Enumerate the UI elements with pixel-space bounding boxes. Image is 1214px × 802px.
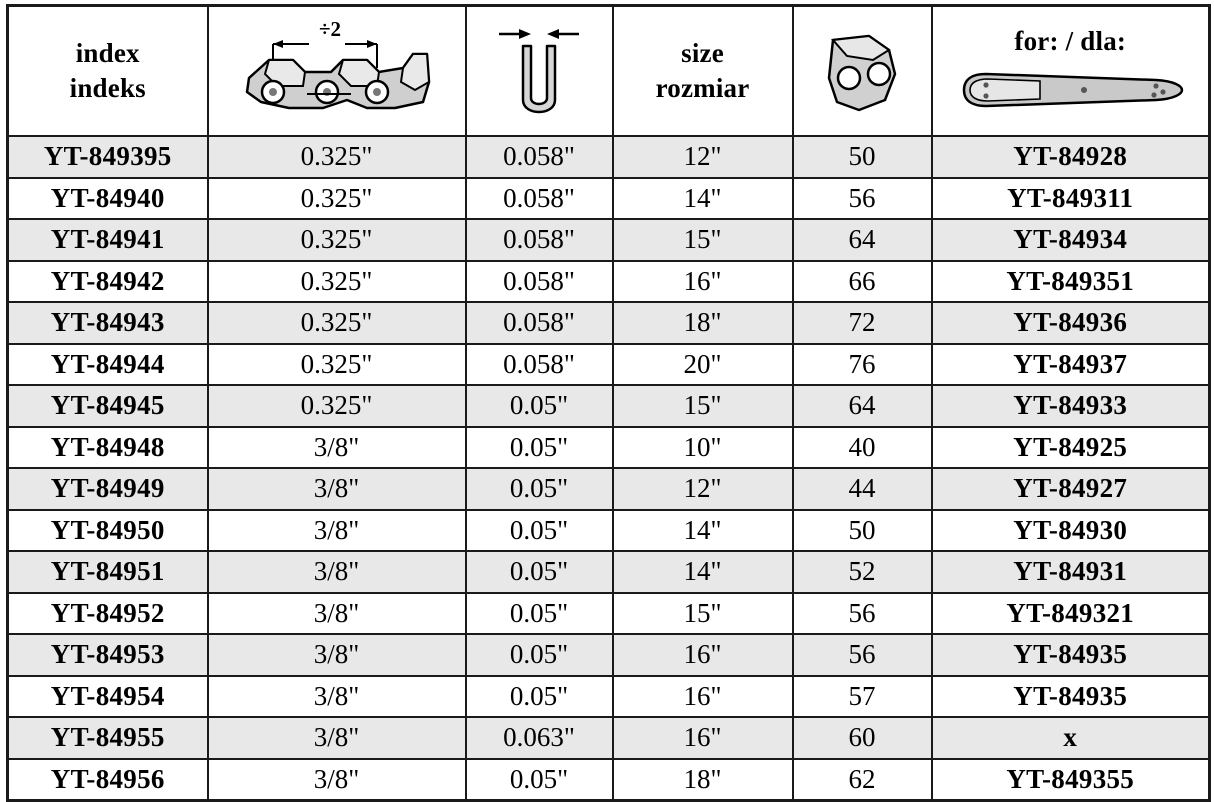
cell-pitch: 0.325" — [208, 178, 466, 220]
cell-pitch: 3/8" — [208, 759, 466, 801]
gauge-groove-diagram-icon — [467, 9, 612, 133]
cell-gauge: 0.063" — [466, 717, 613, 759]
cell-links: 64 — [793, 385, 932, 427]
cell-links: 72 — [793, 302, 932, 344]
cell-links: 66 — [793, 261, 932, 303]
table-row — [8, 427, 1210, 469]
cell-size: 14" — [613, 178, 793, 220]
cell-links: 44 — [793, 468, 932, 510]
cell-gauge: 0.05" — [466, 634, 613, 676]
table-row — [8, 178, 1210, 220]
table-row — [8, 344, 1210, 386]
cell-size: 16" — [613, 261, 793, 303]
cell-links: 62 — [793, 759, 932, 801]
chainsaw-chain-spec-table — [6, 4, 1211, 802]
table-row — [8, 634, 1210, 676]
cell-for: YT-84927 — [932, 468, 1210, 510]
table-row — [8, 759, 1210, 801]
cell-gauge: 0.058" — [466, 136, 613, 178]
cell-size: 16" — [613, 676, 793, 718]
cell-index: YT-84944 — [8, 344, 208, 386]
cell-size: 18" — [613, 302, 793, 344]
cell-links: 60 — [793, 717, 932, 759]
cell-index: YT-84943 — [8, 302, 208, 344]
table-row — [8, 593, 1210, 635]
cell-size: 18" — [613, 759, 793, 801]
cell-gauge: 0.05" — [466, 468, 613, 510]
cell-index: YT-84953 — [8, 634, 208, 676]
cell-gauge: 0.05" — [466, 510, 613, 552]
cell-links: 76 — [793, 344, 932, 386]
cell-size: 15" — [613, 385, 793, 427]
chain-pitch-diagram-icon — [209, 9, 465, 133]
cell-index: YT-84948 — [8, 427, 208, 469]
cell-index: YT-84950 — [8, 510, 208, 552]
guide-bar-icon — [933, 62, 1209, 118]
cell-for: YT-84935 — [932, 676, 1210, 718]
cell-index: YT-84949 — [8, 468, 208, 510]
cell-size: 12" — [613, 136, 793, 178]
column-header-index — [8, 6, 208, 137]
cell-index: YT-84954 — [8, 676, 208, 718]
cell-for: YT-84937 — [932, 344, 1210, 386]
cell-for: YT-84931 — [932, 551, 1210, 593]
cell-size: 20" — [613, 344, 793, 386]
cell-index: YT-84955 — [8, 717, 208, 759]
column-header-size-line2: rozmiar — [655, 73, 750, 103]
cell-for: YT-84930 — [932, 510, 1210, 552]
cell-pitch: 0.325" — [208, 261, 466, 303]
table-header-row — [8, 6, 1210, 137]
cell-pitch: 3/8" — [208, 634, 466, 676]
column-header-pitch — [208, 6, 466, 137]
cell-pitch: 3/8" — [208, 427, 466, 469]
cell-size: 12" — [613, 468, 793, 510]
cell-for: x — [932, 717, 1210, 759]
cell-size: 10" — [613, 427, 793, 469]
cell-size: 15" — [613, 219, 793, 261]
cell-links: 57 — [793, 676, 932, 718]
column-header-drive-links — [793, 6, 932, 137]
cell-for: YT-849351 — [932, 261, 1210, 303]
cell-pitch: 0.325" — [208, 136, 466, 178]
cell-pitch: 0.325" — [208, 385, 466, 427]
cell-for: YT-849311 — [932, 178, 1210, 220]
cell-gauge: 0.058" — [466, 219, 613, 261]
cell-gauge: 0.05" — [466, 551, 613, 593]
table-row — [8, 551, 1210, 593]
cell-links: 56 — [793, 634, 932, 676]
column-header-size — [613, 6, 793, 137]
cell-size: 14" — [613, 510, 793, 552]
cell-size: 16" — [613, 717, 793, 759]
cell-index: YT-84951 — [8, 551, 208, 593]
table-row — [8, 385, 1210, 427]
cell-for: YT-849321 — [932, 593, 1210, 635]
cell-gauge: 0.05" — [466, 385, 613, 427]
cell-for: YT-84935 — [932, 634, 1210, 676]
cell-gauge: 0.05" — [466, 427, 613, 469]
table-body — [8, 136, 1210, 800]
cell-index: YT-84942 — [8, 261, 208, 303]
cell-size: 16" — [613, 634, 793, 676]
cell-gauge: 0.058" — [466, 344, 613, 386]
column-header-for — [932, 6, 1210, 137]
column-header-gauge — [466, 6, 613, 137]
cell-gauge: 0.05" — [466, 759, 613, 801]
cell-pitch: 3/8" — [208, 593, 466, 635]
column-header-index-line1: index — [75, 38, 140, 69]
cell-links: 56 — [793, 593, 932, 635]
table-row — [8, 468, 1210, 510]
cell-pitch: 3/8" — [208, 510, 466, 552]
cell-pitch: 3/8" — [208, 468, 466, 510]
table-row — [8, 219, 1210, 261]
column-header-index-line2: indeks — [69, 73, 146, 103]
cell-pitch: 0.325" — [208, 219, 466, 261]
cell-links: 56 — [793, 178, 932, 220]
cell-gauge: 0.05" — [466, 676, 613, 718]
cell-index: YT-84956 — [8, 759, 208, 801]
cell-size: 14" — [613, 551, 793, 593]
table-row — [8, 302, 1210, 344]
table-row — [8, 717, 1210, 759]
cell-pitch: 3/8" — [208, 551, 466, 593]
cell-index: YT-849395 — [8, 136, 208, 178]
cell-links: 40 — [793, 427, 932, 469]
cell-index: YT-84945 — [8, 385, 208, 427]
cell-links: 50 — [793, 136, 932, 178]
cell-links: 50 — [793, 510, 932, 552]
column-header-size-line1: size — [681, 38, 724, 69]
cell-pitch: 0.325" — [208, 344, 466, 386]
cell-index: YT-84940 — [8, 178, 208, 220]
cell-for: YT-849355 — [932, 759, 1210, 801]
table-row — [8, 136, 1210, 178]
table-row — [8, 510, 1210, 552]
column-header-for-label: for: / dla: — [1014, 25, 1127, 56]
cell-for: YT-84933 — [932, 385, 1210, 427]
table-header — [8, 6, 1210, 137]
cell-gauge: 0.058" — [466, 302, 613, 344]
cell-pitch: 0.325" — [208, 302, 466, 344]
table-row — [8, 261, 1210, 303]
cell-index: YT-84952 — [8, 593, 208, 635]
cell-links: 52 — [793, 551, 932, 593]
cell-index: YT-84941 — [8, 219, 208, 261]
cell-gauge: 0.058" — [466, 178, 613, 220]
cell-pitch: 3/8" — [208, 676, 466, 718]
cell-pitch: 3/8" — [208, 717, 466, 759]
drive-link-icon — [794, 9, 931, 133]
table-row — [8, 676, 1210, 718]
svg-text:÷2: ÷2 — [318, 17, 341, 41]
cell-for: YT-84936 — [932, 302, 1210, 344]
cell-gauge: 0.058" — [466, 261, 613, 303]
cell-for: YT-84934 — [932, 219, 1210, 261]
cell-for: YT-84928 — [932, 136, 1210, 178]
cell-gauge: 0.05" — [466, 593, 613, 635]
cell-for: YT-84925 — [932, 427, 1210, 469]
cell-size: 15" — [613, 593, 793, 635]
cell-links: 64 — [793, 219, 932, 261]
